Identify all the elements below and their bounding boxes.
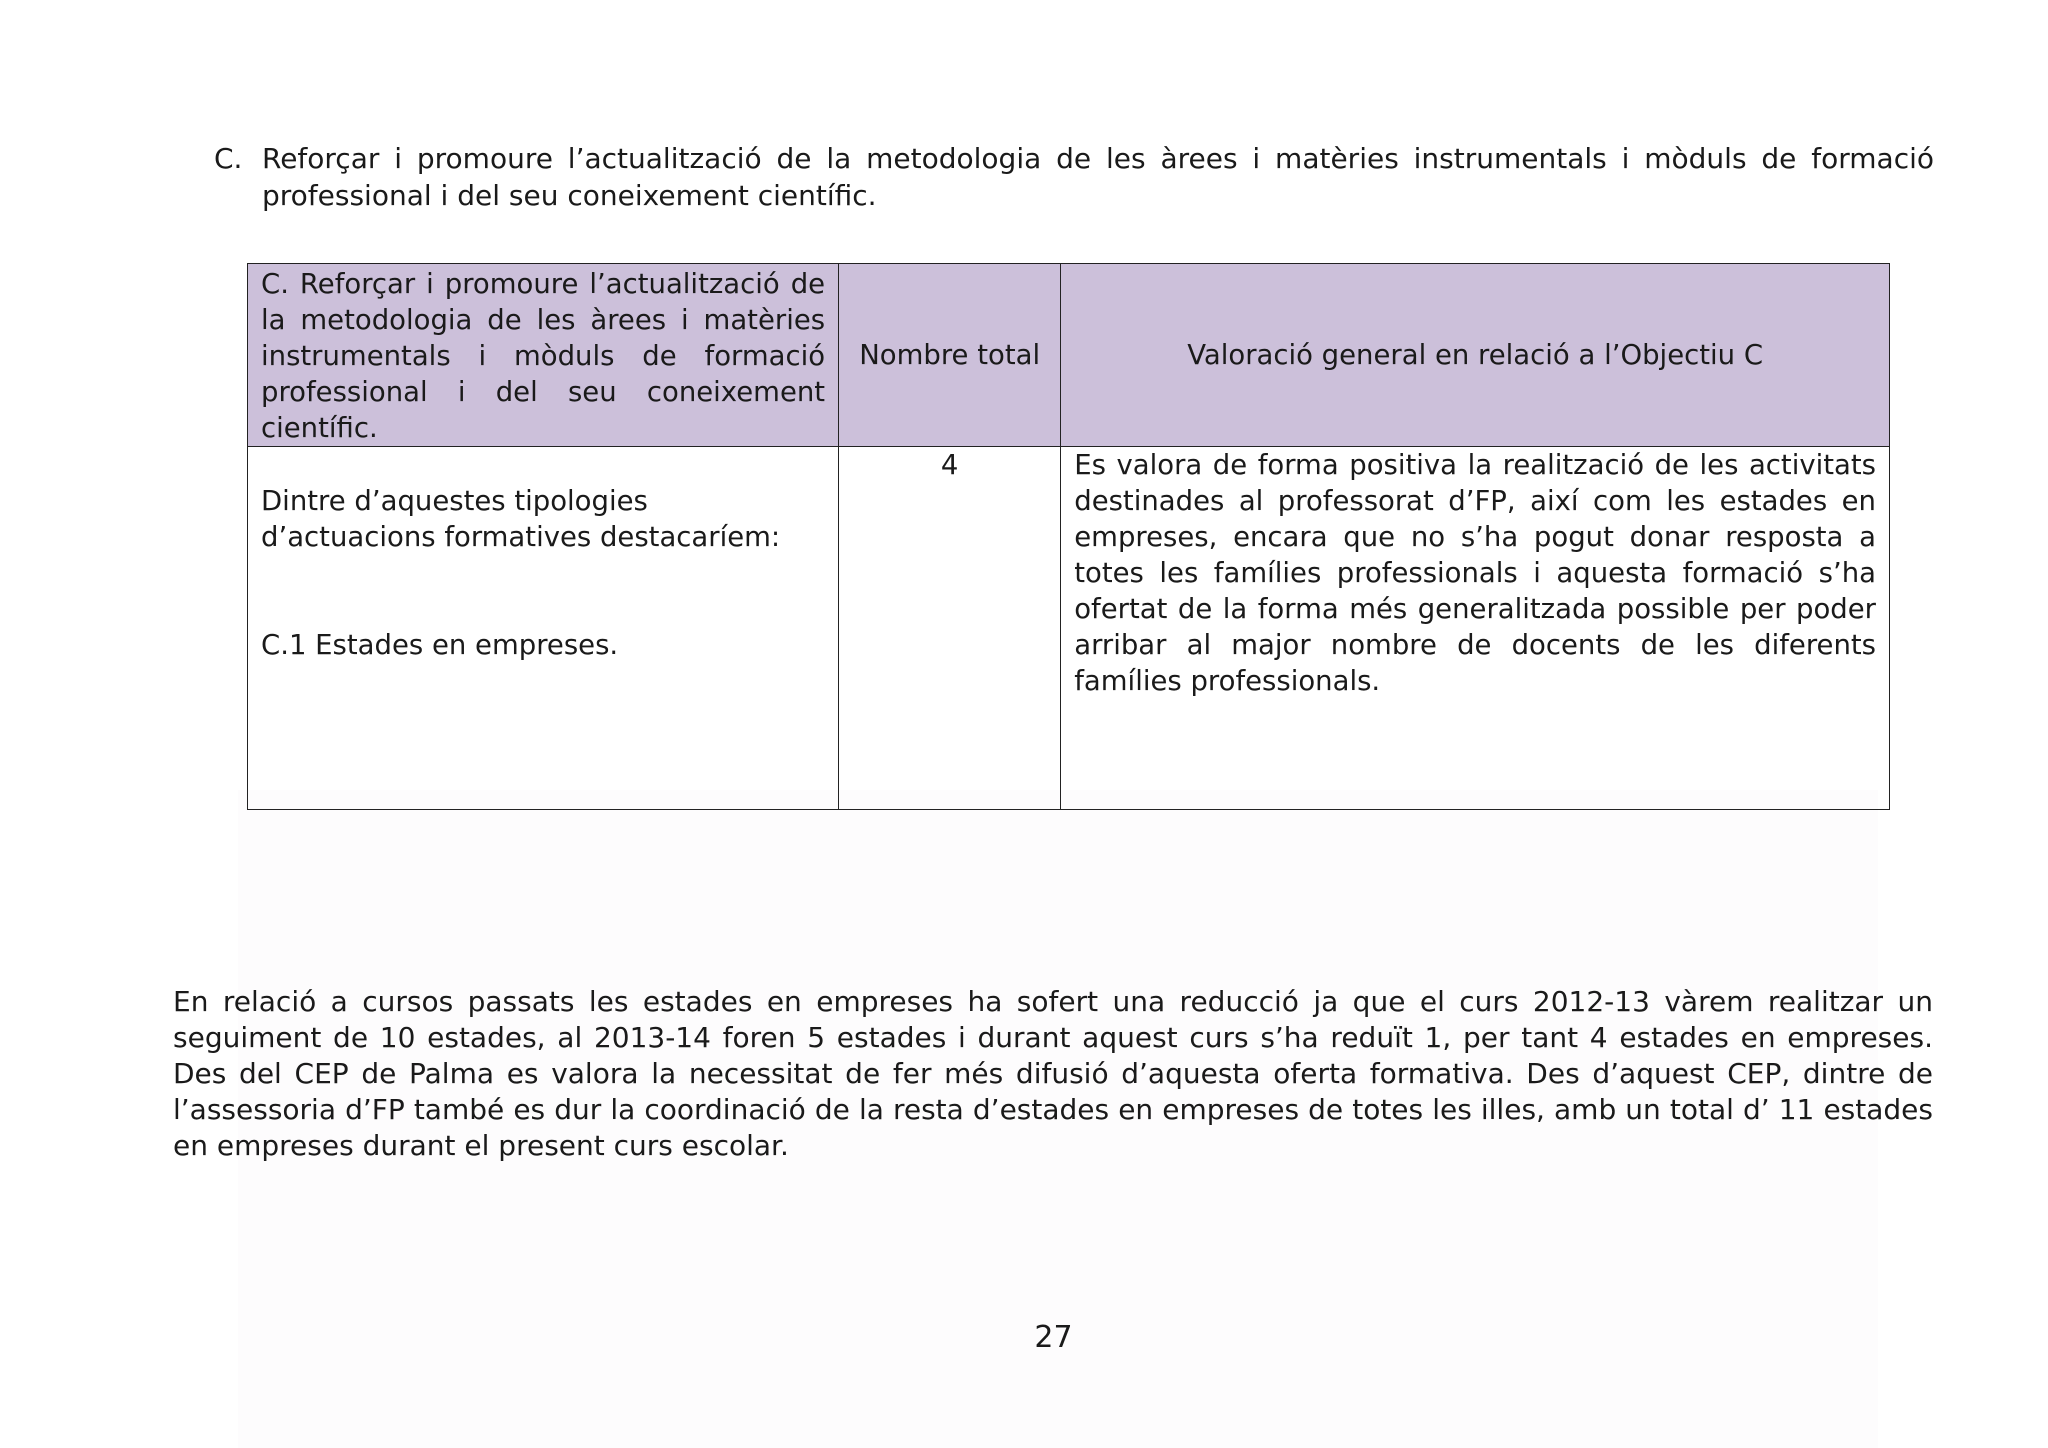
table-row (248, 447, 1890, 810)
table-header-row (248, 264, 1890, 447)
header-objective: C. Reforçar i promoure l’actualització de la metodologia de les àrees i matèries instrumentals i mòduls de formació professional i del seu coneixement científic. (248, 264, 839, 447)
total-cell: 4 (839, 447, 1061, 810)
actions-intro: Dintre d’aquestes tipologies d’actuacions formatives destacaríem: (261, 485, 781, 553)
body-paragraph: En relació a cursos passats les estades en empreses ha sofert una reducció ja que el curs 2012-13 vàrem realitzar un seguiment de 10 estades, al 2013-14 foren 5 estades i durant aquest curs s’ha reduït 1, per tant 4 estades en empreses. Des del CEP de Palma es valora la necessitat de fer més difusió d’aquesta oferta formativa. Des d’aquest CEP, dintre de l’assessoria d’FP també es dur la coordinació de la resta d’estades en empreses de totes les illes, amb un total d’ 11 estades en empreses durant el present curs escolar. (173, 985, 1933, 1162)
section-heading (214, 140, 1934, 214)
header-valoracio: Valoració general en relació a l’Objectiu C (1061, 264, 1890, 447)
actions-cell (248, 447, 839, 810)
valoracio-cell: Es valora de forma positiva la realització de les activitats destinades al professorat d’FP, així com les estades en empreses, encara que no s’ha pogut donar resposta a totes les famílies professionals i aquesta formació s’ha ofertat de la forma més generalitzada possible per poder arribar al major nombre de docents de les diferents famílies professionals. (1061, 447, 1890, 810)
section-heading-text: Reforçar i promoure l’actualització de la metodologia de les àrees i matèries instrumentals i mòduls de formació professional i del seu coneixement científic. (262, 142, 1934, 212)
section-letter: C. (214, 142, 243, 175)
header-total: Nombre total (839, 264, 1061, 447)
objective-c-table (247, 263, 1890, 810)
page-number: 27 (1034, 1320, 1073, 1355)
actions-item: C.1 Estades en empreses. (261, 629, 619, 661)
